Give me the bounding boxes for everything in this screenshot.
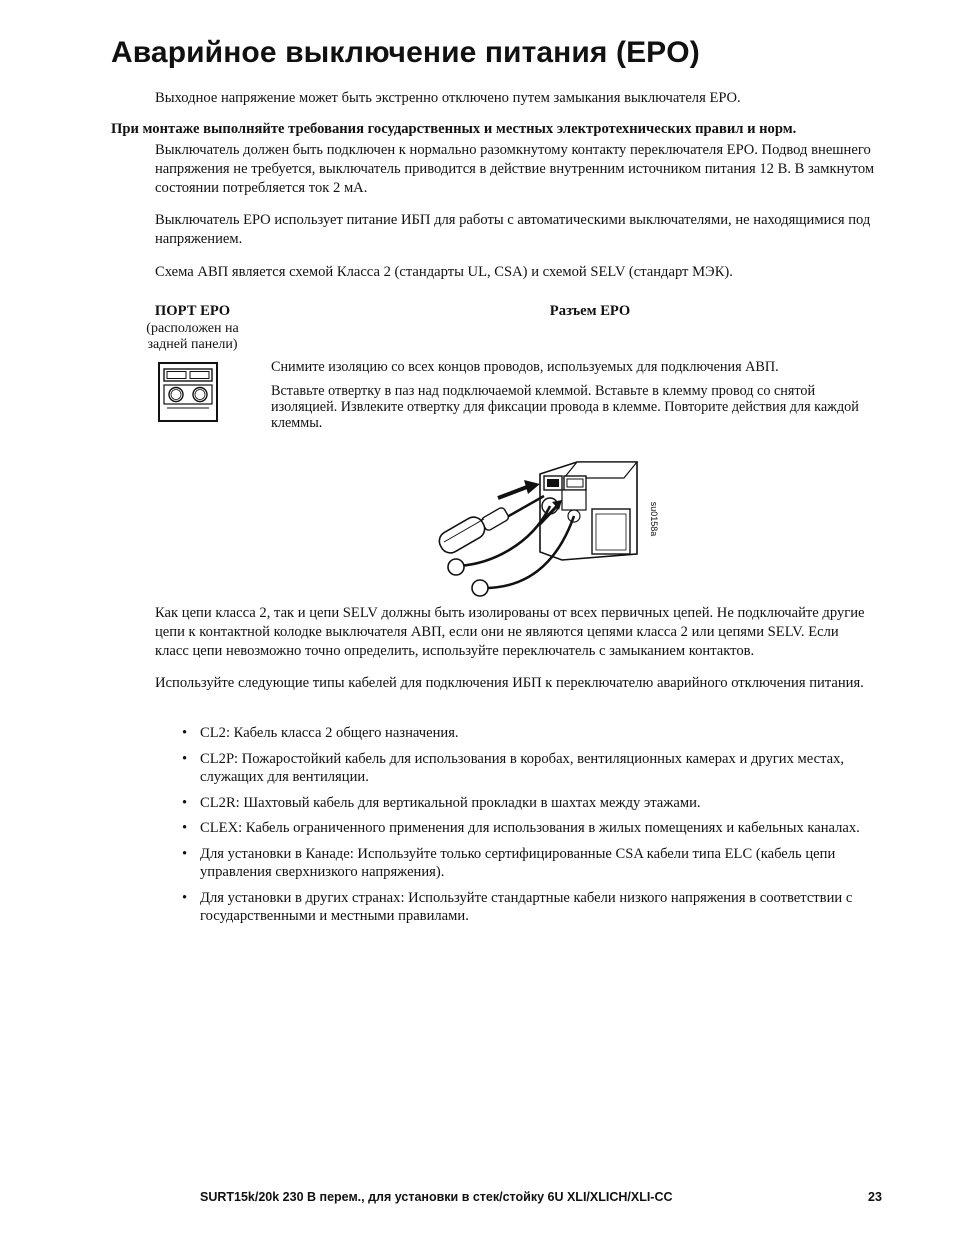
port-title: ПОРТ EPO [154,303,231,319]
list-item [182,845,860,882]
port-subtitle [130,321,255,353]
bullet: • [182,750,188,767]
port-subtitle-line1: (расположен на [146,321,239,336]
connector-step1: Снимите изоляцию со всех концов проводов, используемых для подключения АВП. [271,359,779,375]
connector-title: Разъем EPO [549,303,631,319]
bullet: • [182,725,188,741]
intro-text: Выходное напряжение может быть экстренно отключено путем замыкания выключателя EPO. [155,90,741,106]
cable-types-list [182,724,860,933]
cable-cl2: CL2: Кабель класса 2 общего назначения. [200,725,459,741]
warning-note: При монтаже выполняйте требования государственных и местных электротехнических правил и норм. [111,121,797,137]
paragraph-circuit-class: Схема АВП является схемой Класса 2 (стандарты UL, CSA) и схемой SELV (стандарт МЭК). [155,264,733,280]
cable-canada: Для установки в Канаде: Используйте только сертифицированные CSA кабели типа ELC (кабель цепи управления сверхнизкого напряжения). [200,845,836,880]
connector-step2: Вставьте отвертку в паз над подключаемой клеммой. Вставьте в клемму провод со снятой изоляцией. Извлеките отвертку для фиксации провода в клемме. Повторите действия для каждой клеммы. [271,383,859,431]
page-number: 23 [868,1190,882,1204]
footer-text: SURT15k/20k 230 В перем., для установки в стек/стойку 6U XLI/XLICH/XLI-CC [200,1190,673,1204]
epo-wiring-illustration [432,454,662,604]
bullet: • [182,794,188,811]
list-item [182,794,860,813]
bullet: • [182,889,188,906]
epo-port-icon [157,361,219,423]
list-item [182,889,860,926]
figure-code: su0158a [649,501,659,537]
bullet: • [182,845,188,862]
cable-other-countries: Для установки в других странах: Используйте стандартные кабели низкого напряжения в соответствии с государственными и местными правилами. [200,889,853,924]
cable-clex: CLEX: Кабель ограниченного применения для использования в жилых помещениях и кабельных каналах. [200,820,860,836]
paragraph-ups-power: Выключатель EPO использует питание ИБП для работы с автоматическими выключателями, не находящимися под напряжением. [155,212,871,247]
cable-cl2r: CL2R: Шахтовый кабель для вертикальной прокладки в шахтах между этажами. [200,794,701,811]
page-title: Аварийное выключение питания (EPO) [111,36,700,69]
cable-cl2p: CL2P: Пожаростойкий кабель для использования в коробах, вентиляционных камерах и других местах, служащих для вентиляции. [200,750,845,785]
isolation-note: Как цепи класса 2, так и цепи SELV должны быть изолированы от всех первичных цепей. Не подключайте другие цепи к контактной колодке выключателя АВП, если они не являются цепями класса 2 или цепями SELV. Если класс цепи невозможно точно определить, используйте переключатель с замыканием контактов. [155,605,865,659]
port-subtitle-line2: задней панели) [147,337,238,352]
list-item [182,819,860,838]
list-item [182,724,860,743]
bullet: • [182,820,188,836]
cables-intro: Используйте следующие типы кабелей для подключения ИБП к переключателю аварийного отключения питания. [155,675,864,691]
list-item [182,750,860,787]
paragraph-switch: Выключатель должен быть подключен к нормально разомкнутому контакту переключателя EPO. Подвод внешнего напряжения не требуется, выключатель приводится в действие внутренним источником питания 12 В. В замкнутом состоянии потребляется ток 2 мА. [155,142,875,196]
